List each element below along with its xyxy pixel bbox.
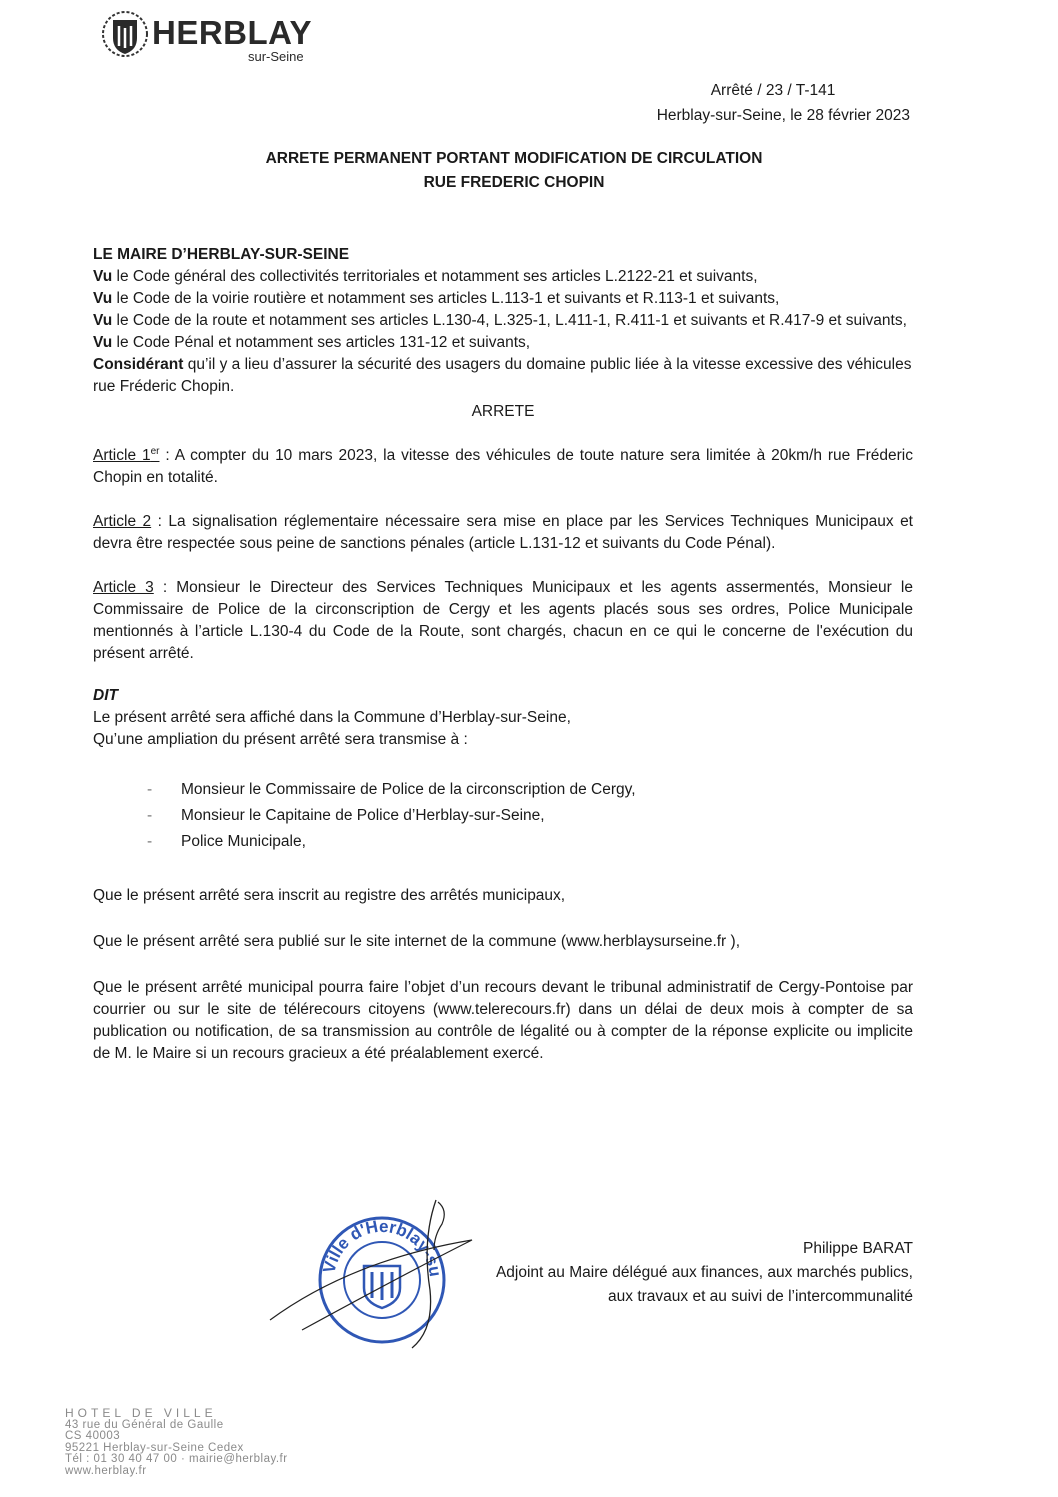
- preamble-lead: Vu: [93, 334, 113, 351]
- decree-reference: Arrêté / 23 / T-141: [710, 82, 836, 99]
- article-3: [93, 577, 913, 665]
- recipient-item: - Police Municipale,: [93, 829, 913, 855]
- article-label: Article 1er: [93, 446, 160, 465]
- footer-line: www.herblay.fr: [65, 1464, 147, 1477]
- city-seal-stamp: [262, 1180, 492, 1367]
- dit-ampliation: Qu’une ampliation du présent arrêté sera transmise à :: [93, 731, 468, 749]
- dit-recours: Que le présent arrêté municipal pourra faire l’objet d’un recours devant le tribunal administratif de Cergy-Pontoise par courrier ou sur le site de télérecours citoyens (www.telerecours.fr) dans un délai de deux mois à compter de sa publication ou notification, de sa transmission au contrôle de légalité ou à compter de la réponse explicite ou implicite de M. le Maire si un recours gracieux a été préalablement exercé.: [93, 979, 913, 1063]
- place-date: Herblay-sur-Seine, le 28 février 2023: [656, 107, 910, 124]
- signatory-role-1: Adjoint au Maire délégué aux finances, aux marchés publics,: [495, 1264, 913, 1281]
- seal-text: Ville d'Herblay-su: [319, 1216, 446, 1278]
- article-label: Article 3: [93, 579, 154, 597]
- signature-block: [496, 1237, 913, 1309]
- seal-icon: [262, 1180, 492, 1360]
- logo-subtitle: sur-Seine: [248, 49, 304, 64]
- preamble-text: qu’il y a lieu d’assurer la sécurité des usagers du domaine public liée à la vitesse excessive des véhicules rue Fréderic Chopin.: [93, 356, 912, 395]
- dit-publication: Que le présent arrêté sera publié sur le site internet de la commune (www.herblaysurseine.fr ),: [93, 933, 740, 951]
- article-label-sup: er: [150, 446, 160, 457]
- recipient-list: [93, 777, 913, 855]
- preamble-lead: Vu: [93, 290, 113, 307]
- signatory-name: Philippe BARAT: [803, 1240, 913, 1257]
- preamble-text: le Code de la voirie routière et notamment ses articles L.113-1 et suivants et R.113-1 et suivants,: [112, 290, 780, 307]
- article-text: : La signalisation réglementaire nécessaire sera mise en place par les Services Techniques Municipaux et devra être respectée sous peine de sanctions pénales (article L.131-12 et suivants du Code Pénal).: [93, 513, 913, 553]
- article-text: : Monsieur le Directeur des Services Techniques Municipaux et les agents assermentés, Monsieur le Commissaire de Police de la circonscription de Cergy et les agents placés sous ses ordres, Police Municipale mentionnés à l’article L.130-4 du Code de la Route, sont chargés, chacun en ce qui le concerne de l'exécution du présent arrêté.: [93, 579, 913, 663]
- article-2: [93, 511, 913, 555]
- decree-body: [93, 244, 913, 1065]
- preamble-lead: Vu: [93, 268, 113, 285]
- herblay-logo: [100, 6, 360, 70]
- dit-registre: Que le présent arrêté sera inscrit au registre des arrêtés municipaux,: [93, 887, 566, 905]
- preamble-text: le Code de la route et notamment ses articles L.130-4, L.325-1, L.411-1, R.411-1 et suivants et R.417-9 et suivants,: [112, 312, 907, 329]
- footer-line: HOTEL DE VILLE: [65, 1406, 217, 1420]
- recipient-item: - Monsieur le Commissaire de Police de la circonscription de Cergy,: [93, 777, 913, 803]
- dit-heading: DIT: [93, 687, 118, 705]
- preamble-text: le Code Pénal et notamment ses articles 131-12 et suivants,: [112, 334, 531, 351]
- footer-line: 43 rue du Général de Gaulle: [65, 1418, 224, 1431]
- preamble-lead: Considérant: [93, 356, 184, 373]
- article-text: : A compter du 10 mars 2023, la vitesse des véhicules de toute nature sera limitée à 20km/h rue Fréderic Chopin en totalité.: [93, 447, 914, 487]
- preamble-item: [93, 354, 913, 398]
- preamble-item: [93, 332, 913, 354]
- reference-block: [657, 78, 910, 128]
- article-1: [93, 441, 913, 489]
- decision-heading: ARRETE: [471, 403, 535, 420]
- preamble-item: [93, 310, 913, 332]
- logo-name: HERBLAY: [152, 14, 312, 51]
- footer-address: [65, 1408, 288, 1477]
- dit-affichage: Le présent arrêté sera affiché dans la Commune d’Herblay-sur-Seine,: [93, 709, 571, 727]
- preamble-list: [93, 266, 913, 398]
- preamble-item: [93, 266, 913, 288]
- title-line-1: ARRETE PERMANENT PORTANT MODIFICATION DE CIRCULATION: [265, 150, 763, 167]
- footer-line: CS 40003: [65, 1430, 121, 1442]
- city-crest-icon: [100, 8, 150, 60]
- page-title: [0, 147, 1028, 195]
- title-line-2: RUE FREDERIC CHOPIN: [423, 174, 605, 191]
- articles: [93, 441, 913, 665]
- footer-line: 95221 Herblay-sur-Seine Cedex: [65, 1441, 244, 1454]
- footer-line: Tél : 01 30 40 47 00 · mairie@herblay.fr: [65, 1453, 288, 1465]
- signatory-role-2: aux travaux et au suivi de l’intercommunalité: [608, 1288, 913, 1305]
- preamble-lead: Vu: [93, 312, 113, 329]
- preamble-text: le Code général des collectivités territoriales et notamment ses articles L.2122-21 et suivants,: [112, 268, 758, 285]
- preamble-item: [93, 288, 913, 310]
- authority: LE MAIRE D’HERBLAY-SUR-SEINE: [93, 246, 350, 263]
- recipient-item: - Monsieur le Capitaine de Police d’Herblay-sur-Seine,: [93, 803, 913, 829]
- article-label: Article 2: [93, 513, 152, 531]
